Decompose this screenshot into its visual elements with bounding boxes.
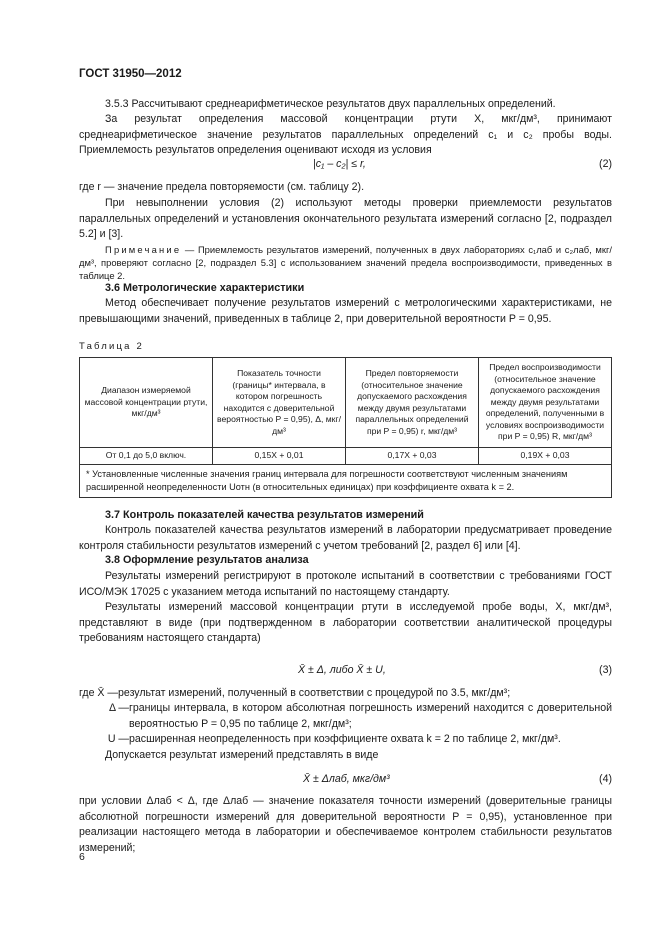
- heading-3-7: 3.7 Контроль показателей качества результатов измерений: [105, 509, 424, 521]
- paragraph-result-definition: За результат определения массовой концентрации ртути X, мкг/дм³, принимают среднеарифметическое значение результатов параллельных определений c₁ и c₂ пробы воды. Приемлемость результатов определения оценивают исходя из условия: [79, 113, 612, 156]
- definition-term: U —: [107, 733, 129, 745]
- table-2: [79, 357, 612, 498]
- formula-2: |c₁ – c₂| ≤ r,: [313, 158, 366, 170]
- definition-x: [79, 686, 612, 702]
- table-header-row: [80, 358, 612, 448]
- heading-3-6: 3.6 Метрологические характеристики: [105, 282, 305, 294]
- definition-u: [100, 732, 612, 748]
- table-header-cell: Показатель точности (границы* интервала, в котором погрешность находится с доверительной вероятностью P = 0,95), Δ, мкг/дм³: [213, 358, 346, 448]
- table-header-cell: Предел повторяемости (относительное значение допускаемого расхождения между двумя результатами параллельных определений при P = 0,95) r, мкг/дм³: [346, 358, 479, 448]
- formula-3-number: (3): [599, 664, 612, 676]
- formula-2-number: (2): [599, 158, 612, 170]
- paragraph-3-5-3: 3.5.3 Рассчитывают среднеарифметическое результатов двух параллельных определений.: [105, 98, 556, 110]
- table-cell: От 0,1 до 5,0 включ.: [80, 448, 213, 465]
- definition-text: расширенная неопределенность при коэффициенте охвата k = 2 по таблице 2, мкг/дм³.: [129, 733, 561, 745]
- paragraph-3-6: Метод обеспечивает получение результатов измерений с метрологическими характеристиками, не превышающими значений, приведенных в таблице 2, при доверительной вероятности P = 0,95.: [79, 297, 612, 325]
- table-footnote-row: [80, 465, 612, 498]
- heading-3-8: 3.8 Оформление результатов анализа: [105, 554, 309, 566]
- definition-text: результат измерений, полученный в соответствии с процедурой по 3.5, мкг/дм³;: [118, 687, 511, 699]
- table-cell: 0,19X + 0,03: [479, 448, 612, 465]
- definition-term: Δ —: [108, 702, 129, 714]
- table-cell: 0,17X + 0,03: [346, 448, 479, 465]
- paragraph-3-7: Контроль показателей качества результатов измерений в лаборатории предусматривает проведение контроля стабильности результатов измерений с учетом требований [2, раздел 6] или [4].: [79, 524, 612, 552]
- note: [79, 243, 612, 282]
- definition-text: границы интервала, в котором абсолютная погрешность измерений находится с доверительной вероятностью P = 0,95 по таблице 2, мкг/дм³;: [129, 702, 612, 730]
- paragraph-failure-condition: При невыполнении условия (2) используют методы проверки приемлемости результатов параллельных определений и установления окончательного результата измерений согласно [2, подраздел 5.2] и [3].: [79, 197, 612, 240]
- paragraph-alternative-representation: Допускается результат измерений представлять в виде: [105, 749, 379, 761]
- definition-delta: [100, 701, 612, 732]
- formula-4-number: (4): [599, 773, 612, 785]
- table-cell: 0,15X + 0,01: [213, 448, 346, 465]
- document-header: ГОСТ 31950—2012: [79, 68, 182, 80]
- page-number: 6: [79, 851, 85, 863]
- table-header-cell: Диапазон измеряемой массовой концентрации ртути, мкг/дм³: [80, 358, 213, 448]
- formula-4: X̄ ± Δлаб, мкг/дм³: [303, 773, 390, 785]
- table-caption: Таблица 2: [79, 341, 144, 352]
- formula-3: X̄ ± Δ, либо X̄ ± U,: [298, 664, 386, 676]
- paragraph-condition: при условии Δлаб < Δ, где Δлаб — значение показателя точности измерений (доверительные границы абсолютной погрешности измерений для доверительной вероятности P = 0,95), установленное при реализации настоящего метода в лаборатории и обеспечиваемое контролем стабильности результатов измерений;: [79, 795, 612, 854]
- table-header-cell: Предел воспроизводимости (относительное значение допускаемого расхождения между двумя результатами определений, полученными в условиях воспроизводимости при P = 0,95) R, мкг/дм³: [479, 358, 612, 448]
- definition-term: где X̄ —: [79, 687, 119, 699]
- note-text: — Приемлемость результатов измерений, полученных в двух лабораториях c₁лаб и c₂лаб, мкг/дм³, проверяют согласно [2, подраздел 5.3] с использованием значений предела воспроизводимости, приведенных в таблице 2.: [79, 244, 612, 281]
- paragraph-r-definition: где r — значение предела повторяемости (см. таблицу 2).: [79, 181, 365, 193]
- note-label: Примечание: [105, 244, 182, 255]
- table-row: [80, 448, 612, 465]
- table-footnote: * Установленные численные значения границ интервала для погрешности соответствуют численным значениям расширенной неопределенности Uотн (в относительных единицах) при коэффициенте охвата k = 2.: [80, 465, 612, 498]
- paragraph-3-8-registration: Результаты измерений регистрируют в протоколе испытаний в соответствии с требованиями ГОСТ ИСО/МЭК 17025 с указанием метода испытаний по настоящему стандарту.: [79, 570, 612, 598]
- paragraph-3-8-representation: Результаты измерений массовой концентрации ртути в исследуемой пробе воды, X, мкг/дм³, представляют в виде (при подтвержденном в лаборатории соответствии аналитической процедуры требованиям настоящего стандарта): [79, 601, 612, 644]
